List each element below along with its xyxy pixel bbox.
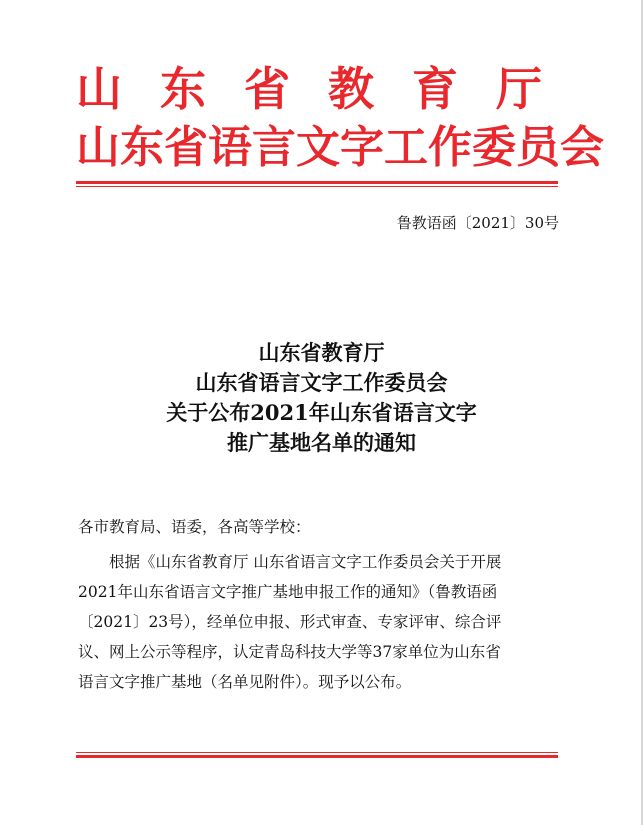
notice-heading-line1: 山东省教育厅 xyxy=(258,340,385,365)
salutation: 各市教育局、语委，各高等学校： xyxy=(78,518,311,536)
body-line-4: 议、网上公示等程序，认定青岛科技大学等37家单位为山东省 xyxy=(78,643,501,661)
footer-divider-thick xyxy=(76,755,558,758)
letterhead-divider-thin xyxy=(76,186,558,187)
notice-heading-line3: 关于公布2021年山东省语言文字 xyxy=(166,400,477,425)
body-line-1: 根据《山东省教育厅 山东省语言文字工作委员会关于开展 xyxy=(109,553,502,571)
body-line-3: 〔2021〕23号），经单位申报、形式审查、专家评审、综合评 xyxy=(78,613,502,631)
footer-divider-thin xyxy=(76,752,558,753)
letterhead-title-line1: 山东省教育厅 xyxy=(76,62,580,116)
letterhead-divider-thick xyxy=(76,181,558,184)
notice-heading-line4: 推广基地名单的通知 xyxy=(227,430,416,455)
notice-body xyxy=(78,547,562,697)
notice-heading xyxy=(0,338,643,458)
notice-heading-line2: 山东省语言文字工作委员会 xyxy=(195,370,448,395)
document-number: 鲁教语函〔2021〕30号 xyxy=(396,214,559,232)
body-line-5: 语言文字推广基地（名单见附件）。现予以公布。 xyxy=(78,673,412,691)
body-line-2: 2021年山东省语言文字推广基地申报工作的通知》（鲁教语函 xyxy=(78,583,498,601)
letterhead-title-line2: 山东省语言文字工作委员会 xyxy=(76,122,604,173)
